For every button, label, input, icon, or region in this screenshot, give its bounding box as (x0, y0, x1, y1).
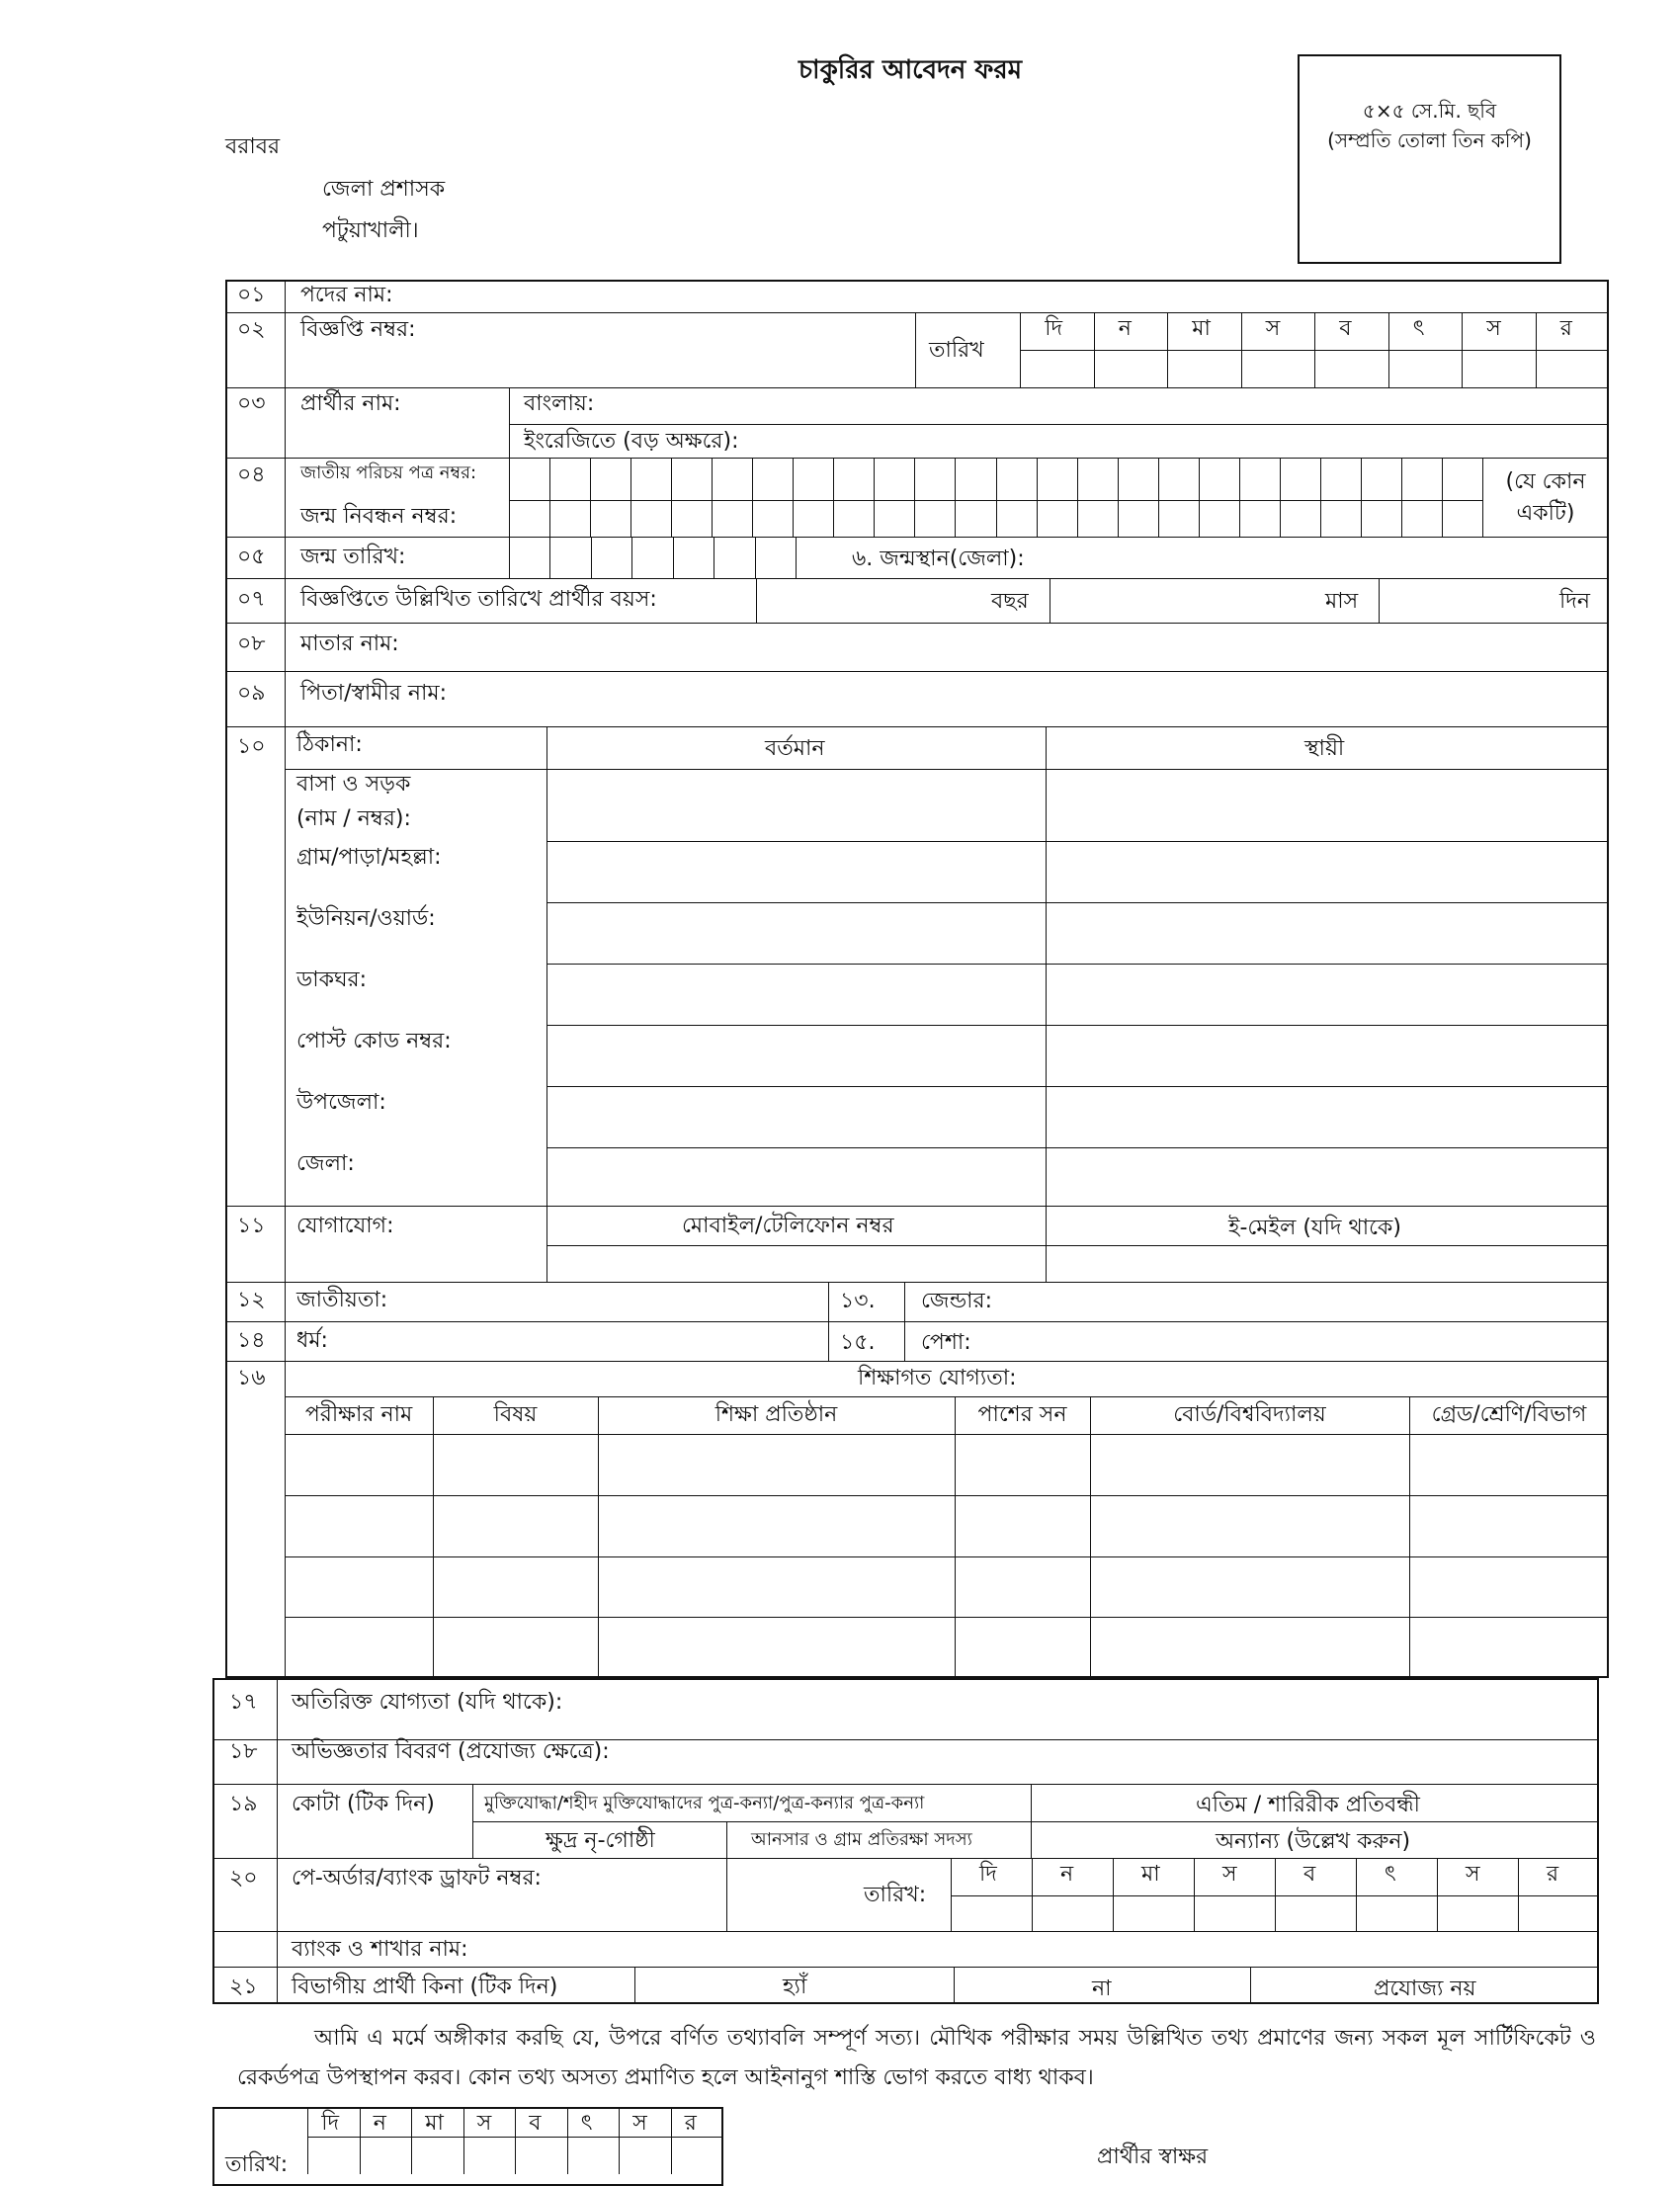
quota-label: কোটা (টিক দিন) (292, 1792, 435, 1816)
education-column-header: পরীক্ষার নাম (304, 1402, 413, 1427)
birth-reg-digit-cell[interactable] (549, 500, 590, 537)
education-column-header: বোর্ড/বিশ্ববিদ্যালয় (1173, 1402, 1326, 1427)
experience-label: অভিজ্ঞতার বিবরণ (প্রযোজ্য ক্ষেত্রে): (292, 1739, 610, 1764)
nid-label: জাতীয় পরিচয় পত্র নম্বর: (300, 462, 477, 483)
birth-date-digit-cell[interactable] (509, 537, 549, 578)
nid-digit-cell[interactable] (1037, 458, 1077, 500)
education-column-header: বিষয় (493, 1402, 538, 1427)
row-13-number: ১৩. (840, 1289, 876, 1313)
extra-qualification-label: অতিরিক্ত যোগ্যতা (যদি থাকে): (292, 1690, 563, 1715)
date-box-label: দি (979, 1862, 997, 1887)
education-cell[interactable] (285, 1495, 433, 1556)
date-box-label: র (1559, 316, 1572, 341)
date-entry-cell[interactable] (1388, 350, 1463, 387)
village-label: গ্রাম/পাড়া/মহল্লা: (296, 845, 442, 870)
nid-digit-cell[interactable] (914, 458, 955, 500)
address-present-header: বর্তমান (765, 736, 825, 761)
row-15-number: ১৫. (840, 1330, 876, 1355)
date-box-label: স (476, 2111, 492, 2136)
quota-others[interactable]: অন্যান্য (উল্লেখ করুন) (1216, 1829, 1411, 1854)
departmental-label: বিভাগীয় প্রার্থী কিনা (টিক দিন) (292, 1975, 558, 1999)
addressee-label: বরাবর (225, 134, 281, 159)
age-year-label: বছর (991, 589, 1029, 614)
date-box-label: ব (529, 2111, 542, 2136)
row-21-number: ২১ (229, 1975, 258, 1999)
birth-reg-digit-cell[interactable] (752, 500, 793, 537)
birth-reg-digit-cell[interactable] (955, 500, 995, 537)
date-entry-cell[interactable] (1437, 1895, 1518, 1931)
date-box-label: ব (1303, 1862, 1316, 1887)
nid-digit-cell[interactable] (1239, 458, 1280, 500)
education-column-header: গ্রেড/শ্রেণি/বিভাগ (1431, 1402, 1587, 1427)
birth-reg-digit-cell[interactable] (1239, 500, 1280, 537)
education-cell[interactable] (1090, 1495, 1409, 1556)
education-label: শিক্ষাগত যোগ্যতা: (858, 1366, 1017, 1390)
date-box-label: ব (1339, 316, 1352, 341)
birth-reg-digit-cell[interactable] (1361, 500, 1401, 537)
birth-reg-digit-cell[interactable] (712, 500, 752, 537)
date-box-label: স (1486, 316, 1501, 341)
age-label: বিজ্ঞপ্তিতে উল্লিখিত তারিখে প্রার্থীর বয়স: (300, 587, 657, 612)
nationality-label: জাতীয়তা: (296, 1288, 388, 1312)
birth-reg-label: জন্ম নিবন্ধন নম্বর: (300, 504, 458, 529)
birth-reg-digit-cell[interactable] (509, 500, 549, 537)
date-entry-cell[interactable] (515, 2137, 567, 2174)
birth-reg-digit-cell[interactable] (590, 500, 630, 537)
education-cell[interactable] (285, 1556, 433, 1618)
date-entry-cell[interactable] (1356, 1895, 1437, 1931)
date-box-label: স (1466, 1862, 1480, 1887)
row-11-number: ১১ (237, 1214, 266, 1238)
post-code-label: পোস্ট কোড নম্বর: (296, 1029, 452, 1053)
birth-reg-digit-cell[interactable] (914, 500, 955, 537)
date-entry-cell[interactable] (1032, 1895, 1113, 1931)
date-box-label: র (684, 2111, 697, 2136)
nid-digit-cell[interactable] (1361, 458, 1401, 500)
birth-reg-digit-cell[interactable] (1199, 500, 1239, 537)
birth-reg-digit-cell[interactable] (1037, 500, 1077, 537)
nid-digit-cell[interactable] (1199, 458, 1239, 500)
row-08-number: ০৮ (237, 631, 266, 656)
birth-reg-digit-cell[interactable] (833, 500, 874, 537)
nid-digit-cell[interactable] (793, 458, 833, 500)
date-box-label: ৎ (580, 2111, 593, 2136)
birth-reg-digit-cell[interactable] (1118, 500, 1158, 537)
quota-freedom-fighter[interactable]: মুক্তিযোদ্ধা/শহীদ মুক্তিযোদ্ধাদের পুত্র-কন্যা/পুত্র-কন্যার পুত্র-কন্যা (484, 1793, 925, 1813)
nid-digit-cell[interactable] (874, 458, 914, 500)
nid-digit-cell[interactable] (509, 458, 549, 500)
row-17-number: ১৭ (229, 1690, 258, 1715)
signature-label: প্রার্থীর স্বাক্ষর (1097, 2144, 1209, 2169)
quota-orphan-disabled[interactable]: এতিম / শারিরীক প্রতিবন্ধী (1196, 1793, 1420, 1817)
date-entry-cell[interactable] (671, 2137, 723, 2174)
row-12-number: ১২ (237, 1288, 266, 1312)
birth-date-digit-cell[interactable] (714, 537, 754, 578)
age-month-label: মাস (1325, 589, 1359, 614)
education-cell[interactable] (955, 1434, 1090, 1495)
date-entry-cell[interactable] (307, 2137, 360, 2174)
contact-label: যোগাযোগ: (296, 1214, 394, 1238)
date-box-label: ন (1060, 1862, 1074, 1887)
date-entry-cell[interactable] (1536, 350, 1610, 387)
row-16-number: ১৬ (237, 1366, 266, 1390)
departmental-no[interactable]: না (1092, 1976, 1112, 2001)
date-box-label: স (1222, 1862, 1237, 1887)
birth-reg-digit-cell[interactable] (1280, 500, 1320, 537)
row-20-number: ২০ (229, 1866, 258, 1891)
date-box-label: ন (1118, 316, 1132, 341)
education-cell[interactable] (598, 1434, 955, 1495)
education-cell[interactable] (598, 1617, 955, 1678)
nid-digit-cell[interactable] (549, 458, 590, 500)
nid-digit-cell[interactable] (955, 458, 995, 500)
education-cell[interactable] (433, 1556, 598, 1618)
email-header: ই-মেইল (যদি থাকে) (1228, 1216, 1401, 1240)
date-box-label: র (1547, 1862, 1559, 1887)
row-03-number: ০৩ (237, 391, 266, 416)
post-office-label: ডাকঘর: (296, 967, 368, 992)
row-14-number: ১৪ (237, 1328, 266, 1353)
date-entry-cell[interactable] (619, 2137, 671, 2174)
education-cell[interactable] (598, 1495, 955, 1556)
date-entry-cell[interactable] (411, 2137, 463, 2174)
row-10-number: ১০ (237, 734, 266, 759)
circular-number-label: বিজ্ঞপ্তি নম্বর: (300, 317, 416, 342)
date-box-label: ন (373, 2111, 386, 2136)
nid-digit-cell[interactable] (752, 458, 793, 500)
birth-reg-digit-cell[interactable] (1320, 500, 1361, 537)
photo-size-text: ৫×৫ সে.মি. ছবি (1362, 99, 1497, 123)
date-entry-cell[interactable] (1113, 1895, 1194, 1931)
district-label: জেলা: (296, 1151, 355, 1176)
departmental-yes[interactable]: হ্যাঁ (783, 1975, 807, 1999)
mother-name-label: মাতার নাম: (300, 631, 399, 656)
education-cell[interactable] (955, 1495, 1090, 1556)
education-cell[interactable] (433, 1434, 598, 1495)
date-entry-cell[interactable] (463, 2137, 516, 2174)
nid-digit-cell[interactable] (1442, 458, 1482, 500)
id-number-grid[interactable] (509, 458, 1482, 537)
row-04-number: ০৪ (237, 462, 266, 487)
education-table[interactable] (285, 1396, 1609, 1678)
row-05-number: ০৫ (237, 545, 266, 569)
date-entry-cell[interactable] (360, 2137, 412, 2174)
photo-box[interactable] (1298, 54, 1561, 264)
education-cell[interactable] (285, 1617, 433, 1678)
birth-reg-digit-cell[interactable] (793, 500, 833, 537)
row-01-number: ০১ (237, 283, 266, 307)
quota-ethnic-minority[interactable]: ক্ষুদ্র নৃ-গোষ্ঠী (546, 1828, 655, 1853)
education-column-header: শিক্ষা প্রতিষ্ঠান (714, 1402, 838, 1427)
nid-digit-cell[interactable] (996, 458, 1037, 500)
birth-date-grid[interactable] (509, 537, 796, 578)
birth-reg-digit-cell[interactable] (671, 500, 712, 537)
date-entry-cell[interactable] (1241, 350, 1315, 387)
birth-reg-digit-cell[interactable] (1442, 500, 1482, 537)
nid-digit-cell[interactable] (1320, 458, 1361, 500)
date-entry-cell[interactable] (1094, 350, 1168, 387)
birth-reg-digit-cell[interactable] (1077, 500, 1118, 537)
date-entry-cell[interactable] (1194, 1895, 1275, 1931)
education-cell[interactable] (1409, 1617, 1609, 1678)
birth-reg-digit-cell[interactable] (996, 500, 1037, 537)
pay-order-date-label: তারিখ: (864, 1883, 927, 1907)
declaration-text: আমি এ মর্মে অঙ্গীকার করছি যে, উপরে বর্ণিত তথ্যাবলি সম্পূর্ণ সত্য। মৌখিক পরীক্ষার সময় উল্লিখিত তথ্য প্রমাণের জন্য সকল মূল সার্টিফিকেট ও রেকর্ডপত্র উপস্থাপন করব। কোন তথ্য অসত্য প্রমাণিত হলে আইনানুগ শাস্তি ভোগ করতে বাধ্য থাকব। (237, 2026, 1596, 2090)
post-name-label: পদের নাম: (300, 283, 393, 307)
father-name-label: পিতা/স্বামীর নাম: (300, 681, 448, 706)
upazila-label: উপজেলা: (296, 1090, 386, 1115)
applicant-name-label: প্রার্থীর নাম: (300, 391, 401, 416)
departmental-not-applicable[interactable]: প্রযোজ্য নয় (1374, 1976, 1476, 2001)
form-title: চাকুরির আবেদন ফরম (798, 55, 1023, 85)
date-box-label: মা (1141, 1862, 1160, 1887)
date-box-label: দি (1045, 316, 1063, 341)
education-cell[interactable] (433, 1495, 598, 1556)
any-one-note: (যে কোন একটি) (1505, 469, 1586, 526)
nid-digit-cell[interactable] (1280, 458, 1320, 500)
footer-date-label: তারিখ: (225, 2152, 289, 2177)
nid-digit-cell[interactable] (1158, 458, 1199, 500)
addressee-place: পটুয়াখালী। (322, 218, 419, 243)
date-box-label: মা (1192, 316, 1211, 341)
birth-date-digit-cell[interactable] (549, 537, 590, 578)
education-cell[interactable] (1090, 1556, 1409, 1618)
birth-reg-digit-cell[interactable] (630, 500, 671, 537)
birth-date-digit-cell[interactable] (591, 537, 631, 578)
birth-date-digit-cell[interactable] (673, 537, 714, 578)
education-cell[interactable] (955, 1617, 1090, 1678)
date-box-label: ৎ (1385, 1862, 1396, 1887)
photo-note-text: (সম্প্রতি তোলা তিন কপি) (1327, 128, 1532, 152)
date-entry-cell[interactable] (1167, 350, 1241, 387)
row-07-number: ০৭ (237, 587, 266, 612)
date-box-label: মা (425, 2111, 444, 2136)
nid-digit-cell[interactable] (1118, 458, 1158, 500)
date-entry-cell[interactable] (1275, 1895, 1356, 1931)
education-cell[interactable] (1409, 1495, 1609, 1556)
nid-digit-cell[interactable] (630, 458, 671, 500)
birth-reg-digit-cell[interactable] (1401, 500, 1442, 537)
bank-branch-label: ব্যাংক ও শাখার নাম: (292, 1937, 468, 1962)
date-box-label: স (1265, 316, 1281, 341)
birthplace-label: ৬. জন্মস্থান(জেলা): (852, 546, 1025, 571)
age-day-label: দিন (1559, 589, 1590, 614)
house-road-sub-label: (নাম / নম্বর): (296, 806, 411, 831)
date-box-label: দি (321, 2111, 340, 2136)
birth-date-label: জন্ম তারিখ: (300, 545, 406, 569)
addressee-designation: জেলা প্রশাসক (322, 177, 446, 202)
row-02-number: ০২ (237, 317, 266, 342)
education-column-header: পাশের সন (977, 1402, 1067, 1427)
nid-digit-cell[interactable] (1077, 458, 1118, 500)
date-box-label: ৎ (1412, 316, 1425, 341)
gender-label: জেন্ডার: (921, 1289, 993, 1313)
nid-digit-cell[interactable] (833, 458, 874, 500)
birth-reg-digit-cell[interactable] (1158, 500, 1199, 537)
row-09-number: ০৯ (237, 681, 266, 706)
address-permanent-header: স্থায়ী (1304, 736, 1345, 761)
date-entry-cell[interactable] (951, 1895, 1032, 1931)
circular-date-label: তারিখ (929, 338, 984, 363)
date-box-label: স (632, 2111, 647, 2136)
name-english-label: ইংরেজিতে (বড় অক্ষরে): (524, 429, 739, 454)
pay-order-label: পে-অর্ডার/ব্যাংক ড্রাফট নম্বর: (292, 1866, 542, 1891)
row-18-number: ১৮ (229, 1739, 258, 1764)
occupation-label: পেশা: (921, 1330, 971, 1355)
education-cell[interactable] (1409, 1556, 1609, 1618)
quota-ansar-vdp[interactable]: আনসার ও গ্রাম প্রতিরক্ষা সদস্য (751, 1829, 972, 1850)
education-cell[interactable] (955, 1556, 1090, 1618)
education-cell[interactable] (598, 1556, 955, 1618)
nid-digit-cell[interactable] (590, 458, 630, 500)
birth-date-digit-cell[interactable] (755, 537, 796, 578)
religion-label: ধর্ম: (296, 1328, 328, 1353)
nid-digit-cell[interactable] (1401, 458, 1442, 500)
date-entry-cell[interactable] (1462, 350, 1536, 387)
nid-digit-cell[interactable] (712, 458, 752, 500)
union-ward-label: ইউনিয়ন/ওয়ার্ড: (296, 906, 436, 931)
date-entry-cell[interactable] (567, 2137, 620, 2174)
date-entry-cell[interactable] (1518, 1895, 1599, 1931)
birth-date-digit-cell[interactable] (631, 537, 672, 578)
row-19-number: ১৯ (229, 1792, 258, 1816)
date-entry-cell[interactable] (1020, 350, 1094, 387)
education-cell[interactable] (1090, 1434, 1409, 1495)
name-bangla-label: বাংলায়: (524, 391, 595, 416)
education-cell[interactable] (285, 1434, 433, 1495)
nid-digit-cell[interactable] (671, 458, 712, 500)
birth-reg-digit-cell[interactable] (874, 500, 914, 537)
address-label: ঠিকানা: (296, 732, 363, 757)
education-cell[interactable] (1090, 1617, 1409, 1678)
education-cell[interactable] (1409, 1434, 1609, 1495)
education-cell[interactable] (433, 1617, 598, 1678)
phone-header: মোবাইল/টেলিফোন নম্বর (682, 1214, 894, 1238)
house-road-label: বাসা ও সড়ক (296, 772, 411, 797)
date-entry-cell[interactable] (1314, 350, 1388, 387)
